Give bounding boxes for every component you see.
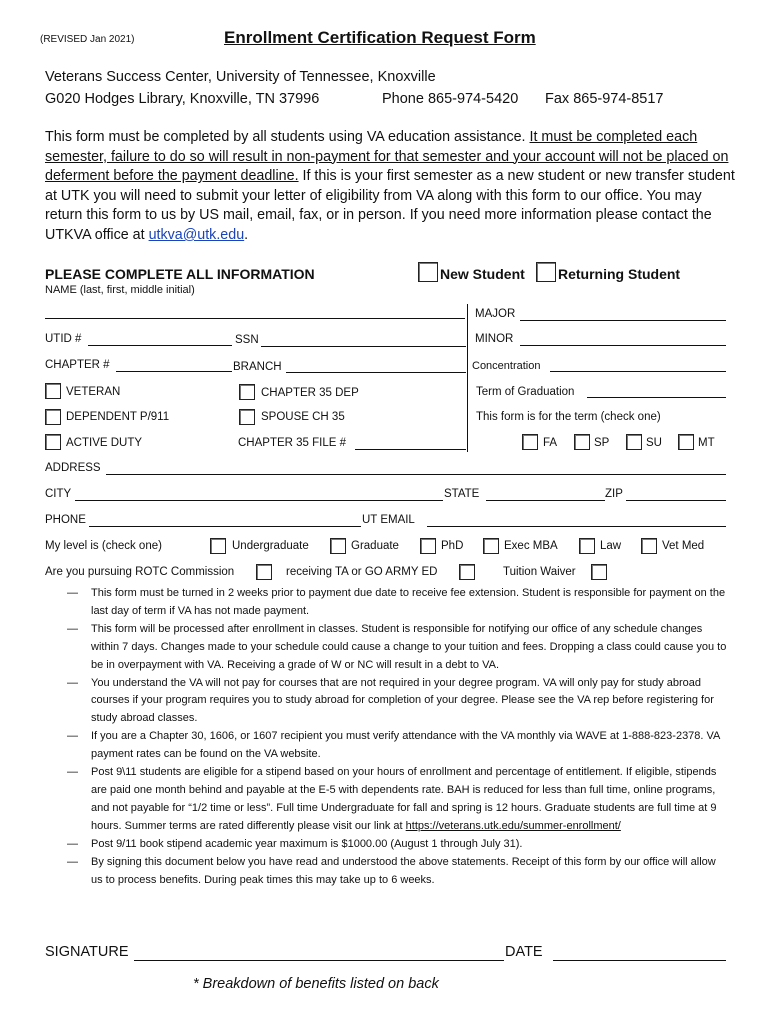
minor-label: MINOR: [475, 333, 514, 345]
rules-list: [67, 585, 727, 889]
signature-label: SIGNATURE: [45, 944, 129, 960]
returning-student-label: Returning Student: [558, 266, 681, 282]
ssn-field[interactable]: [261, 346, 466, 347]
level-law-checkbox[interactable]: [579, 538, 595, 554]
dependent-label: DEPENDENT P/911: [66, 411, 170, 423]
name-label: NAME (last, first, middle initial): [45, 284, 195, 296]
ut-email-field[interactable]: [427, 526, 726, 527]
term-check-label: This form is for the term (check one): [476, 411, 661, 423]
column-divider: [467, 304, 468, 452]
list-item: — Post 9\11 students are eligible for a stipend based on your hours of enrollment and percentage of entitlement. If eligible, stipends are paid one month behind and payable at the E-5 with dependents rate. BAH is reduced for less than full time, online programs, and not payable for “1/2 time or less”. Full time Undergraduate for fall and spring is 12 hours. Graduate students are full time at 9 hours. Summer terms are rated differently please visit our link at https://veterans.utk.edu/summer-enrollment/: [67, 766, 717, 832]
name-field[interactable]: [45, 318, 465, 319]
active-duty-checkbox[interactable]: [45, 434, 61, 450]
list-item: — Post 9/11 book stipend academic year maximum is $1000.00 (August 1 through July 31).: [67, 837, 523, 850]
concentration-label: Concentration: [472, 360, 541, 372]
level-law-label: Law: [600, 540, 622, 552]
level-phd-label: PhD: [441, 540, 464, 552]
city-label: CITY: [45, 488, 72, 500]
level-undergraduate-checkbox[interactable]: [210, 538, 226, 554]
utid-label: UTID #: [45, 333, 82, 345]
level-graduate-checkbox[interactable]: [330, 538, 346, 554]
tuition-waiver-label: Tuition Waiver: [503, 566, 576, 578]
office-phone: Phone 865-974-5420: [382, 91, 519, 107]
list-item: — This form must be turned in 2 weeks prior to payment due date to receive fee extension. Student is responsible for payment on the last day of term if VA has not made payment.: [67, 587, 726, 617]
address-field[interactable]: [106, 474, 726, 475]
intro-text-2: If this is your first semester as a new student or new transfer student at UTK you will need to submit your letter of eligibility from VA along with this form to our office. You may return this form to us by US mail, email, fax, or in person. If you need more information please contact the UTKVA office at: [45, 168, 735, 243]
chapter35-dep-label: CHAPTER 35 DEP: [261, 387, 359, 399]
ta-checkbox[interactable]: [459, 564, 475, 580]
level-undergraduate-label: Undergraduate: [232, 540, 309, 552]
address-label: ADDRESS: [45, 462, 101, 474]
date-field[interactable]: [553, 960, 726, 961]
ta-label: receiving TA or GO ARMY ED: [286, 566, 438, 578]
level-vet-med-checkbox[interactable]: [641, 538, 657, 554]
summer-enrollment-link[interactable]: https://veterans.utk.edu/summer-enrollment/: [405, 819, 621, 832]
phone-field[interactable]: [89, 526, 361, 527]
phone-label: PHONE: [45, 514, 86, 526]
spouse-label: SPOUSE CH 35: [261, 411, 345, 423]
signature-field[interactable]: [134, 960, 504, 961]
dependent-checkbox[interactable]: [45, 409, 61, 425]
list-item: — This form will be processed after enrollment in classes. Student is responsible for notifying our office of any schedule changes within 7 days. Changes made to your schedule could cause a change to your tuition and fees. Dropping a class could cause you to be in overpayment with VA. Receiving a grade of W or NC will result in a debt to VA.: [67, 622, 727, 671]
city-field[interactable]: [75, 500, 443, 501]
intro-paragraph: This form must be completed by all students using VA education assistance. It must be completed each semester, failure to do so will result in non-payment for that semester and your account will not be placed on deferment before the payment deadline. If this is your first semester as a new student or new transfer student at UTK you will need to submit your letter of eligibility from VA along with this form to our office. You may return this form to us by US mail, email, fax, or in person. If you need more information please contact the UTKVA office at utkva@utk.edu.: [45, 129, 735, 243]
veteran-label: VETERAN: [66, 386, 121, 398]
term-fa-label: FA: [543, 437, 558, 449]
term-mt-label: MT: [698, 437, 715, 449]
active-duty-label: ACTIVE DUTY: [66, 437, 143, 449]
level-exec-mba-checkbox[interactable]: [483, 538, 499, 554]
ut-email-label: UT EMAIL: [362, 514, 415, 526]
list-item: — If you are a Chapter 30, 1606, or 1607 recipient you must verify attendance with the VA monthly via WAVE at 1-888-823-2378. VA payment rates can be found on the VA website.: [67, 730, 720, 761]
list-item: — By signing this document below you have read and understood the above statements. Receipt of this form by our office will allow us to process benefits. During peak times this may take up to 6 weeks.: [67, 855, 716, 886]
ch35-file-label: CHAPTER 35 FILE #: [238, 437, 347, 449]
email-link[interactable]: utkva@utk.edu: [148, 226, 245, 243]
tuition-waiver-checkbox[interactable]: [591, 564, 607, 580]
term-fa-checkbox[interactable]: [522, 434, 538, 450]
list-item: — You understand the VA will not pay for courses that are not required in your degree program. VA will only pay for study abroad courses if your program requires you to study abroad for completion of your degree. Please see the VA rep before registering for study abroad classes.: [67, 676, 714, 725]
intro-underlined: It must be completed each semester, failure to do so will result in non-payment for that semester and your account will not be placed on deferment before the payment deadline.: [45, 129, 729, 185]
term-su-label: SU: [646, 437, 662, 449]
term-grad-label: Term of Graduation: [476, 386, 575, 398]
date-label: DATE: [505, 944, 543, 960]
chapter-label: CHAPTER #: [45, 359, 110, 371]
new-student-checkbox[interactable]: [418, 262, 438, 282]
level-label: My level is (check one): [45, 540, 162, 552]
chapter35-dep-checkbox[interactable]: [239, 384, 255, 400]
complete-all-heading: PLEASE COMPLETE ALL INFORMATION: [45, 266, 315, 282]
office-name: Veterans Success Center, University of Tennessee, Knoxville: [45, 69, 436, 85]
term-sp-label: SP: [594, 437, 610, 449]
intro-text-1: This form must be completed by all students using VA education assistance.: [45, 129, 530, 145]
branch-label: BRANCH: [233, 361, 282, 373]
concentration-field[interactable]: [550, 371, 726, 372]
ssn-label: SSN: [235, 334, 259, 346]
level-graduate-label: Graduate: [351, 540, 399, 552]
new-student-label: New Student: [440, 266, 525, 282]
spouse-checkbox[interactable]: [239, 409, 255, 425]
level-phd-checkbox[interactable]: [420, 538, 436, 554]
level-vet-med-label: Vet Med: [662, 540, 705, 552]
returning-student-checkbox[interactable]: [536, 262, 556, 282]
level-exec-mba-label: Exec MBA: [504, 540, 558, 552]
state-label: STATE: [444, 488, 480, 500]
term-sp-checkbox[interactable]: [574, 434, 590, 450]
state-field[interactable]: [486, 500, 605, 501]
major-label: MAJOR: [475, 308, 516, 320]
ch35-file-field[interactable]: [355, 449, 466, 450]
utid-field[interactable]: [88, 345, 232, 346]
branch-field[interactable]: [286, 372, 466, 373]
veteran-checkbox[interactable]: [45, 383, 61, 399]
zip-field[interactable]: [626, 500, 726, 501]
rotc-label: Are you pursuing ROTC Commission: [45, 566, 235, 578]
office-fax: Fax 865-974-8517: [545, 91, 664, 107]
minor-field[interactable]: [520, 345, 726, 346]
zip-label: ZIP: [605, 488, 623, 500]
term-grad-field[interactable]: [587, 397, 726, 398]
term-mt-checkbox[interactable]: [678, 434, 694, 450]
footer-note: * Breakdown of benefits listed on back: [193, 976, 439, 992]
chapter-field[interactable]: [116, 371, 232, 372]
term-su-checkbox[interactable]: [626, 434, 642, 450]
page-title: Enrollment Certification Request Form: [224, 28, 536, 47]
revised-date: (REVISED Jan 2021): [40, 34, 135, 45]
office-address: G020 Hodges Library, Knoxville, TN 37996: [45, 91, 320, 107]
rotc-checkbox[interactable]: [256, 564, 272, 580]
major-field[interactable]: [520, 320, 726, 321]
